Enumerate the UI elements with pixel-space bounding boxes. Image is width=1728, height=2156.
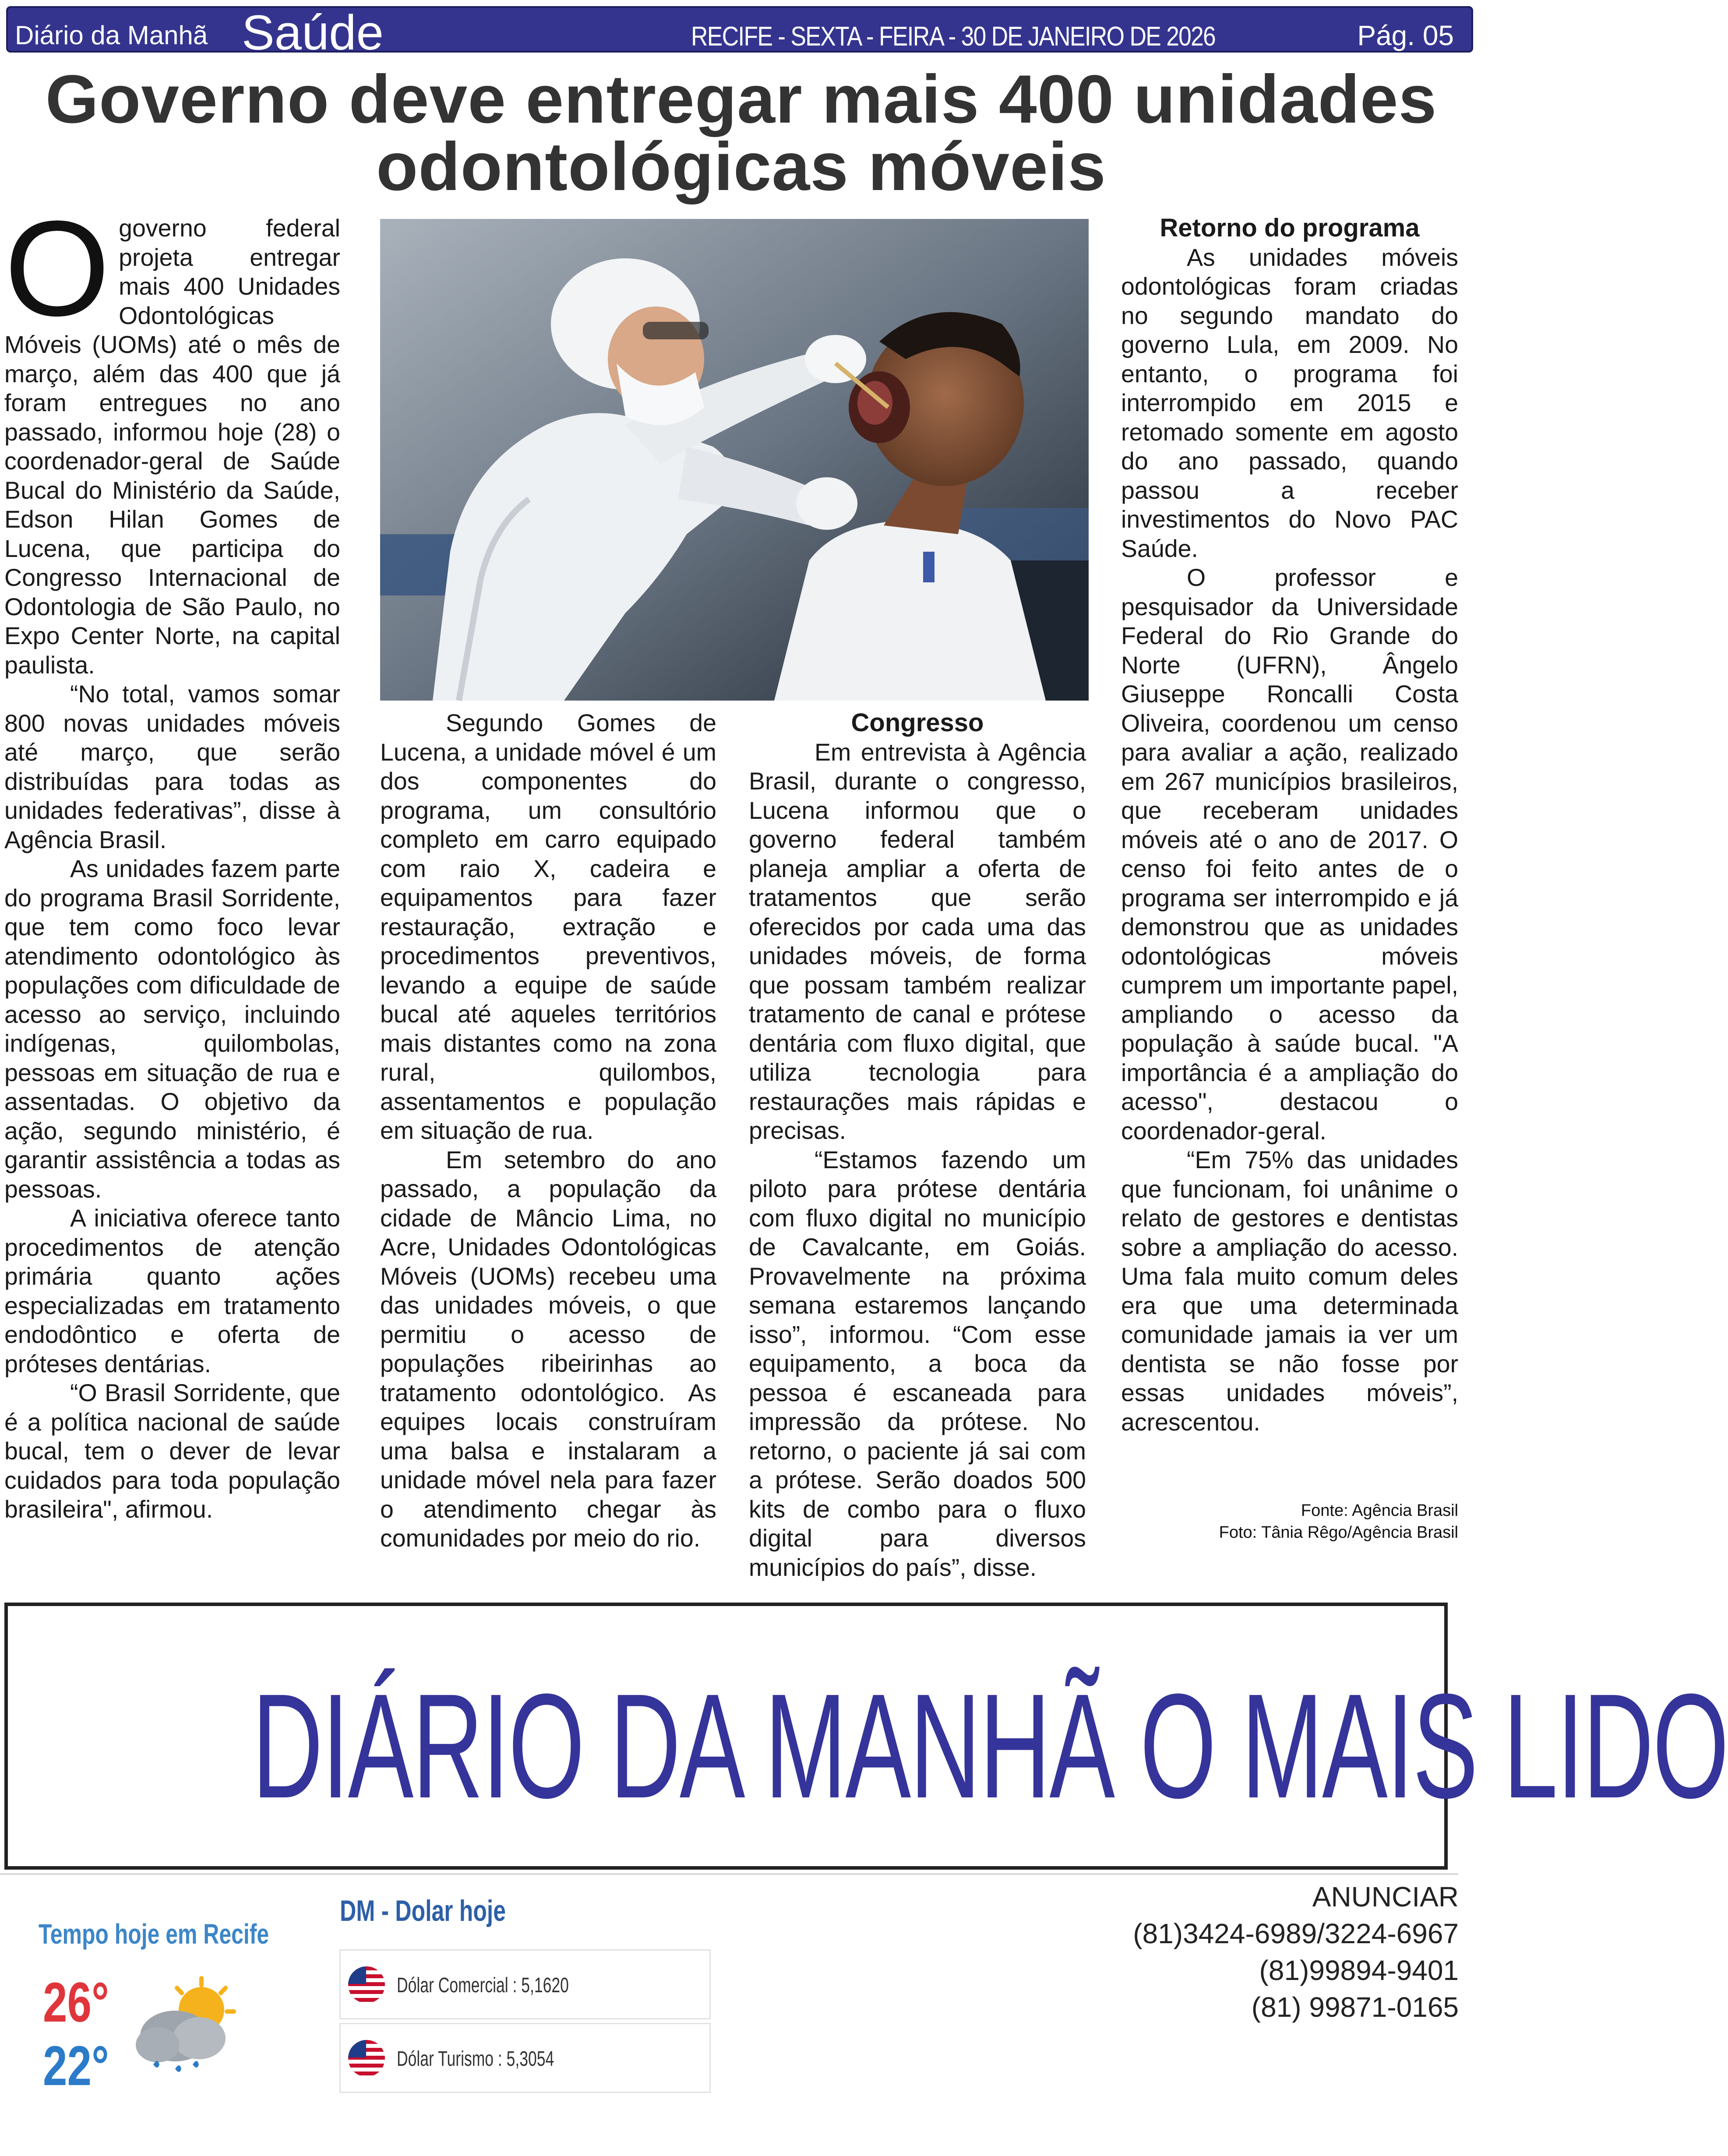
article-paragraph: “Em 75% das unidades que funcionam, foi unânime o relato de gestores e dentistas sobre a ampliação do acesso. Uma fala muito comum deles era que uma determinada comunidade jamais ia ver um dentista se não fosse por essas unidades móveis”, acrescentou. xyxy=(1121,1146,1458,1436)
dolar-turismo-label: Dólar Turismo : 5,3054 xyxy=(397,2047,554,2071)
headline-line-2: odontológicas móveis xyxy=(376,129,1106,205)
page-number: Pág. 05 xyxy=(1357,20,1454,51)
article-paragraph: Segundo Gomes de Lucena, a unidade móvel é um dos componentes do programa, um consultório completo em carro equipado com raio X, cadeira e equipamentos para fazer restauração, extração e procedimentos preventivos, levando a equipe de saúde bucal até aqueles territórios mais distantes como na zona rural, quilombos, assentamentos e população em situação de rua. xyxy=(380,709,716,1144)
dentist-patient-photo xyxy=(380,219,1089,701)
exchange-row xyxy=(339,2023,711,2093)
headline xyxy=(0,61,1482,205)
article-paragraph: O governo federal projeta entregar mais 400 Unidades Odontológicas Móveis (UOMs) até o mês de março, além das 400 que já foram entregues no ano passado, informou hoje (28) o coordenador-geral de Saúde Bucal do Ministério da Saúde, Edson Hilan Gomes de Lucena, que participa do Congresso Internacional de Odontologia de São Paulo, no Expo Center Norte, na capital paulista. xyxy=(4,192,340,679)
article-paragraph: “O Brasil Sorridente, que é a política nacional de saúde bucal, tem o dever de levar cuidados para toda população brasileira", afirmou. xyxy=(4,1379,340,1523)
article-paragraph: As unidades fazem parte do programa Brasil Sorridente, que tem como foco levar atendimento odontológico às populações com dificuldade de acesso ao serviço, incluindo indígenas, quilombolas, pessoas em situação de rua e assentadas. O objetivo da ação, segundo ministério, é garantir assistência a todas as pessoas. xyxy=(4,855,340,1203)
article-paragraph: O professor e pesquisador da Universidade Federal do Rio Grande do Norte (UFRN), Ângelo Giuseppe Roncalli Costa Oliveira, coordenou um censo para avaliar a ação, realizado em 267 municípios brasileiros, que receberam unidades móveis até o ano de 2017. O censo foi feito antes de o programa ser interrompido e já demonstrou que as unidades odontológicas móveis cumprem um importante papel, ampliando o acesso da população à saúde bucal. "A importância é a ampliação do acesso", destacou o coordenador-geral. xyxy=(1121,564,1458,1145)
dolar-comercial-label: Dólar Comercial : 5,1620 xyxy=(397,1974,569,1997)
advertise-title: ANUNCIAR xyxy=(1312,1881,1459,1913)
article-paragraph: A iniciativa oferece tanto procedimentos de atenção primária quanto ações especializadas em tratamento endodôntico e oferta de próteses dentárias. xyxy=(4,1205,340,1377)
article-column-3 xyxy=(749,708,1086,1582)
article-column-1 xyxy=(4,192,340,1524)
headline-line-1: Governo deve entregar mais 400 unidades xyxy=(45,61,1437,137)
promo-banner xyxy=(4,1603,1728,1870)
us-flag-icon xyxy=(347,1963,386,2007)
article-paragraph: Em setembro do ano passado, a população da cidade de Mâncio Lima, no Acre, Unidades Odontológicas Móveis (UOMs) recebeu uma das unidades móveis, o que permitiu o acesso de populações ribeirinhas ao tratamento odontológico. As equipes locais construíram uma balsa e instalaram a unidade móvel nela para fazer o atendimento chegar às comunidades por meio do rio. xyxy=(380,1146,716,1552)
article-paragraph: Em entrevista à Agência Brasil, durante o congresso, Lucena informou que o governo federal também planeja ampliar a oferta de tratamentos que serão oferecidos por cada uma das unidades móveis, de forma que possam também realizar tratamento de canal e prótese dentária com fluxo digital, que utiliza tecnologia para restaurações mais rápidas e precisas. xyxy=(749,738,1086,1144)
subheading-retorno: Retorno do programa xyxy=(1160,214,1420,242)
article-credits xyxy=(1121,1500,1458,1543)
exchange-row xyxy=(339,1949,711,2019)
exchange-title: DM - Dolar hoje xyxy=(340,1894,506,1927)
article-photo xyxy=(380,219,1089,701)
temperature-high: 26° xyxy=(43,1971,109,2034)
phone-number: (81)3424-6989/3224-6967 xyxy=(1133,1918,1459,1949)
dateline: RECIFE - SEXTA - FEIRA - 30 DE JANEIRO DE 2026 xyxy=(691,21,1215,52)
subheading-congresso: Congresso xyxy=(851,708,984,737)
temperature-low: 22° xyxy=(43,2035,109,2097)
drop-cap: O xyxy=(4,192,110,344)
phone-number: (81) 99871-0165 xyxy=(1251,1991,1459,2023)
us-flag-icon xyxy=(347,2036,386,2080)
weather-title: Tempo hoje em Recife xyxy=(39,1918,269,1950)
article-column-4 xyxy=(1121,214,1458,1437)
divider xyxy=(0,1873,1458,1875)
article-paragraph: “Estamos fazendo um piloto para prótese dentária com fluxo digital no município de Cavalcante, em Goiás. Provavelmente na próxima semana estaremos lançando isso”, informou. “Com esse equipamento, a boca da pessoa é escaneada para impressão da prótese. No retorno, o paciente já sai com a prótese. Serão doados 500 kits de combo para o fluxo digital para diversos municípios do país”, disse. xyxy=(749,1146,1086,1581)
article-column-2 xyxy=(380,708,716,1553)
section-header-bar xyxy=(6,5,1473,60)
article-paragraph: “No total, vamos somar 800 novas unidades móveis até março, que serão distribuídas para todas as unidades federativas”, disse à Agência Brasil. xyxy=(4,680,340,853)
newspaper-name: Diário da Manhã xyxy=(15,21,208,50)
article-paragraph: As unidades móveis odontológicas foram criadas no segundo mandato do governo Lula, em 2009. No entanto, o programa foi interrompido em 2015 e retomado somente em agosto do ano passado, quando passou a receber investimentos do Novo PAC Saúde. xyxy=(1121,243,1458,562)
banner-slogan: DIÁRIO DA MANHÃ O MAIS LIDO xyxy=(252,1663,1728,1829)
source-credit: Fonte: Agência Brasil xyxy=(1301,1501,1458,1520)
photo-credit: Foto: Tânia Rêgo/Agência Brasil xyxy=(1219,1523,1458,1542)
section-title: Saúde xyxy=(242,5,384,60)
phone-number: (81)99894-9401 xyxy=(1259,1955,1459,1986)
cloud-sun-rain-icon xyxy=(127,1970,241,2084)
advertise-contact xyxy=(1133,1878,1459,2026)
